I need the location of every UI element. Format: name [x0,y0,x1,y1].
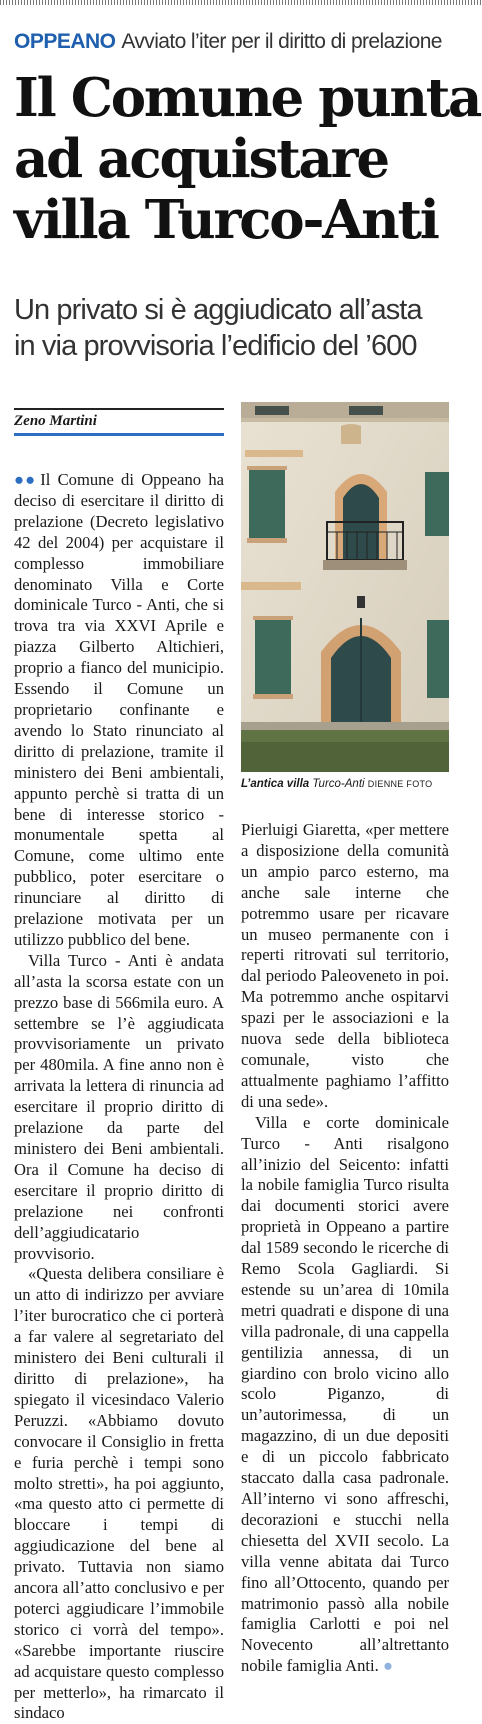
kicker [14,30,442,54]
paragraph: «Questa delibera consiliare è un atto di indirizzo per avviare l’iter burocratico che ci porterà a far valere al segretariato del ministero dei Beni culturali il diritto di prelazione», ha spiegato il vicesindaco Valerio Peruzzi. «Abbiamo dovuto convocare il Consiglio in fretta e furia perchè i tempi sono molto stretti», ha poi aggiunto, «ma questo atto ci permette di bloccare i tempi di aggiudicazione del bene al privato. Tuttavia non siamo ancora all’atto conclusivo e per poterci aggiudicare l’immobile storico ci vorrà del tempo». «Sarebbe importante riuscire ad acquistare questo complesso per metterlo», ha rimarcato il sindaco [14,1264,224,1723]
top-rule [0,0,482,5]
caption-name: Turco-Anti [312,778,365,790]
summary-line: Un privato si è aggiudicato all’asta [14,294,422,326]
paragraph [241,1113,449,1677]
caption-bold: L’antica villa [241,778,310,790]
article-column-2 [241,820,449,1677]
photo-caption [241,778,471,790]
headline-line: ad acquistare [14,128,388,190]
summary [14,292,474,364]
kicker-place: OPPEANO [14,30,116,53]
article-column-1 [14,470,224,1724]
photo-credit: DIENNE FOTO [367,779,433,789]
bullet-dots-icon: ●● [14,470,37,489]
paragraph-text: Villa e corte dominicale Turco - Anti risalgono all’inizio del Seicento: infatti la nobile famiglia Turco risulta dai documenti storici avere proprietà in Oppeano a partire dal 1589 secondo le ricerche di Remo Scola Gagliardi. Si estende su un’area di 10mila metri quadrati e dispone di una villa padronale, di una cappella gentilizia annessa, di un giardino con brolo vicino allo scolo Piganzo, di un’autorimessa, di un magazzino, di un due depositi e di un piccolo fabbricato staccato dalla casa padronale. All’interno vi sono affreschi, decorazioni e stucchi nella chiesetta del XVII secolo. La villa venne abitata dai Turco fino all’Ottocento, quando per matrimonio passò alla nobile famiglia Carlotti e poi nel Novecento all’altrettanto nobile famiglia Anti. [241,1112,449,1676]
end-mark-icon: ● [382,1656,393,1676]
paragraph: Pierluigi Giaretta, «per mettere a disposizione della comunità un ampio parco esterno, ma anche sale interne che potremmo usare per ricavare un museo permanente con i reperti ritrovati sul territorio, dal periodo Paleoveneto in poi. Ma potremmo anche ospitarvi spazi per le associazioni e la nuova sede della biblioteca comunale, visto che attualmente paghiamo l’affitto di una sede». [241,820,449,1111]
kicker-subtitle: Avviato l’iter per il diritto di prelazione [121,30,442,53]
headline-line: Il Comune punta [14,67,481,129]
summary-line: in via provvisoria l’edificio del ’600 [14,330,417,362]
paragraph [14,470,224,951]
headline-line: villa Turco-Anti [14,189,438,251]
byline-rule [14,433,224,436]
paragraph: Villa Turco - Anti è andata all’asta la scorsa estate con un prezzo base di 566mila euro. A settembre se l’è aggiudicata provvisoriamente un privato per 480mila. A fine anno non è arrivata la lettera di rinuncia ad esercitare il proprio diritto di prelazione da parte del ministero dei Beni ambientali. Ora il Comune ha deciso di esercitare il proprio diritto di prelazione nei confronti dell’aggiudicatario provvisorio. [14,950,224,1263]
villa-photo [241,402,449,772]
paragraph-text: Il Comune di Oppeano ha deciso di esercitare il diritto di prelazione (Decreto legislativo 42 del 2004) per acquistare il complesso immobiliare denominato Villa e Corte dominicale Turco - Anti, che si trova tra via XXVI Aprile e piazza Gilberto Altichieri, proprio a fianco del municipio. Essendo il Comune un proprietario confinante e avendo lo Stato rinunciato al diritto di prelazione, tramite il ministero dei Beni ambientali, appunto perchè si tratta di un bene di interesse storico - monumentale spetta al Comune, come ultimo ente pubblico, poter esercitare o rinunciare al diritto di prelazione motivata per un utilizzo pubblico del bene. [14,470,224,949]
byline: Zeno Martini [14,408,224,430]
headline [14,67,481,251]
